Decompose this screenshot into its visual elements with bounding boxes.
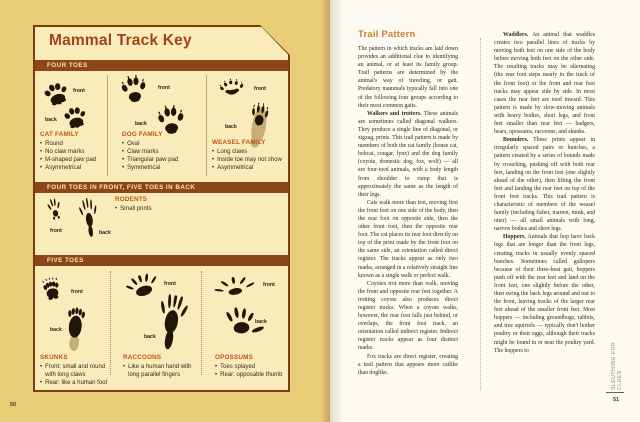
family-name-opossums: OPOSSUMS <box>215 354 253 361</box>
family-name-skunks: SKUNKS <box>40 354 68 361</box>
print-label-front: front <box>158 85 170 91</box>
track-key-panel-content <box>33 25 290 392</box>
family-block-rodents <box>115 197 210 214</box>
family-name-raccoons: RACCOONS <box>123 354 162 361</box>
bullet-item: • Front: small and round with long claws <box>40 363 106 378</box>
bullet-item: • Long claws <box>212 148 248 155</box>
column-divider <box>110 271 111 375</box>
bullet-item: • Asymmetrical <box>212 164 254 171</box>
weasel-front-paw-icon <box>215 75 248 103</box>
family-block-skunks <box>40 355 110 388</box>
print-label-back: back <box>225 124 237 130</box>
bullet-item: • Like a human hand with long parallel fingers <box>123 363 192 378</box>
print-label-back: back <box>50 327 62 333</box>
family-name-weasel: WEASEL FAMILY <box>212 139 266 146</box>
bullet-item: • Triangular paw pad <box>122 156 179 163</box>
body-paragraph: Hoppers. Animals that hop have back legs that are longer than the front legs, creating tracks in usually evenly spaced bunches. Sometimes called gallopers because of their three-beat gait, hoppers push off with the rear feet and land on the front feet, one slightly before the other, then swing the back legs around and out to the front, leaving tracks of the larger rear feet ahead of the smaller front feet. Most hoppers — including groundhogs, rabbits, and tree squirrels — typically don't bother poultry or their eggs, although their tracks might be found in or near the poultry yard. The hoppers to <box>494 234 595 354</box>
bullet-item: • Rear: like a human foot <box>40 379 108 386</box>
bullet-item: • No claw marks <box>40 148 85 155</box>
chapter-side-tab: SLEUTHING FOR CLUES <box>611 341 623 390</box>
page-number-left: 50 <box>10 402 17 408</box>
cat-back-paw-icon <box>59 102 92 132</box>
bullet-item: • Claw marks <box>122 148 159 155</box>
family-traits-rodents <box>115 206 210 214</box>
opossum-front-paw-icon <box>213 274 257 306</box>
column-divider <box>201 271 202 375</box>
print-label-back: back <box>99 230 111 236</box>
section-header-four-toes: FOUR TOES <box>35 60 288 71</box>
section-header-four-front-five-back: FOUR TOES IN FRONT, FIVE TOES IN BACK <box>35 182 288 193</box>
print-label-back: back <box>144 334 156 340</box>
print-label-front: front <box>71 289 83 295</box>
family-traits-dog <box>122 141 202 173</box>
bullet-item: • Round <box>40 140 63 147</box>
print-label-front: front <box>263 282 275 288</box>
trail-pattern-heading: Trail Pattern <box>358 29 416 40</box>
family-traits-weasel <box>212 149 288 173</box>
family-traits-opossums <box>215 364 289 380</box>
section-header-five-toes: FIVE TOES <box>35 255 288 266</box>
family-traits-cat <box>40 141 107 173</box>
print-label-front: front <box>254 86 266 92</box>
body-paragraph: Coyotes trot more than walk, moving the front and opposite rear feet together. A trotting coyote also produces direct register tracks. When a coyote walks, however, the rear foot falls just behind, or overlaps, the front foot track, an orientation called indirect register. Indirect register tracks appear as four distinct marks. <box>358 280 458 352</box>
bullet-item: • Asymmetrical <box>40 164 82 171</box>
right-page <box>330 0 640 422</box>
text-column-1 <box>358 45 458 377</box>
body-paragraph: The pattern in which tracks are laid down provides an additional clue to identifying an animal, or at least its family group. Trail patterns are determined by the animal's way of traveling, or gait. Predatory mammals typically fall into one of the following four groups according to their most common gaits. <box>358 46 458 109</box>
print-label-front: front <box>164 281 176 287</box>
column-divider <box>107 75 108 176</box>
family-block-raccoons <box>123 355 197 380</box>
footer-rule <box>606 392 624 393</box>
print-label-front: front <box>73 88 85 94</box>
family-name-rodents: RODENTS <box>115 196 148 203</box>
family-block-cat <box>40 132 107 172</box>
bullet-item: • Small prints <box>115 205 152 212</box>
family-traits-raccoons <box>123 364 197 380</box>
opossum-back-paw-icon <box>216 305 265 349</box>
body-paragraph: Fox tracks are direct register, creating a trail pattern that appears more catlike than doglike. <box>358 353 458 376</box>
page-number-right: 51 <box>613 397 620 403</box>
family-block-opossums <box>215 355 289 380</box>
rodent-front-paw-icon <box>42 194 68 228</box>
skunk-front-paw-icon <box>35 274 68 307</box>
text-column-divider <box>480 38 481 390</box>
body-paragraph: Walkers and trotters. These animals are sometimes called diagonal walkers. They produce a single line of diagonal, or zigzag, prints. This trail pattern is made by members of both the cat family (house cat, bobcat, cougar, lynx) and the dog family (coyote, domestic dog, fox, wolf) — all are four-toed animals, with a body length from shoulder to rump that is approximately the same as the length of their legs. <box>358 110 458 198</box>
family-block-weasel <box>212 140 288 173</box>
print-label-back: back <box>135 121 147 127</box>
skunk-back-paw-icon <box>57 303 94 354</box>
bullet-item: • Symmetrical <box>122 164 161 171</box>
bullet-item: • Oval <box>122 140 140 147</box>
bullet-item: • Toes splayed <box>215 363 256 370</box>
family-name-cat: CAT FAMILY <box>40 131 79 138</box>
family-traits-skunks <box>40 364 110 388</box>
family-name-dog: DOG FAMILY <box>122 131 163 138</box>
body-paragraph: Waddlers. An animal that waddles creates two parallel lines of tracks by moving both feet on one side of the body before moving both feet on the other side. The resulting tracks may be alternating (the rear foot steps nearly in the track of the front foot) or the front and rear foot tracks may appear side by side. In most cases the rear feet are toed inward. This pattern is made by slow-moving animals with heavy bodies, short legs, and front feet smaller than rear feet — badgers, bears, opossums, raccoons, and skunks. <box>494 32 595 136</box>
text-column-2 <box>494 31 595 355</box>
raccoon-back-paw-icon <box>148 292 194 355</box>
body-paragraph: Bounders. These prints appear in irregularly spaced pairs or bunches, a pattern created by a series of bounds made by crouching, pushing off with both rear feet, landing on the front feet (one slightly ahead of the other), then lifting the front feet and landing the rear feet on top of the front foot tracks. This trail pattern is characteristic of members of the weasel family (including fisher, marten, mink, and otter) — all small animals with long, narrow bodies and short legs. <box>494 137 595 233</box>
body-paragraph: Cats walk more than trot, moving first the front foot on one side of the body, then the rear foot on opposite side, then the other front foot, then the opposite rear foot. The cat places its rear foot directly on top of the print made by the front foot on the same side, an orientation called direct register. The tracks appear as only two marks, arranged in a relatively straight line known as a single walk or perfect walk. <box>358 199 458 279</box>
panel-title: Mammal Track Key <box>49 32 192 49</box>
print-label-back: back <box>255 319 267 325</box>
print-label-back: back <box>45 117 57 123</box>
print-label-front: front <box>50 228 62 234</box>
column-divider <box>206 75 207 176</box>
dog-front-paw-icon <box>116 73 152 107</box>
bullet-item: • M-shaped paw pad <box>40 156 97 163</box>
family-block-dog <box>122 132 202 172</box>
bullet-item: • Rear: opposable thumb <box>215 371 283 378</box>
bullet-item: • Inside toe may not show <box>212 156 282 163</box>
